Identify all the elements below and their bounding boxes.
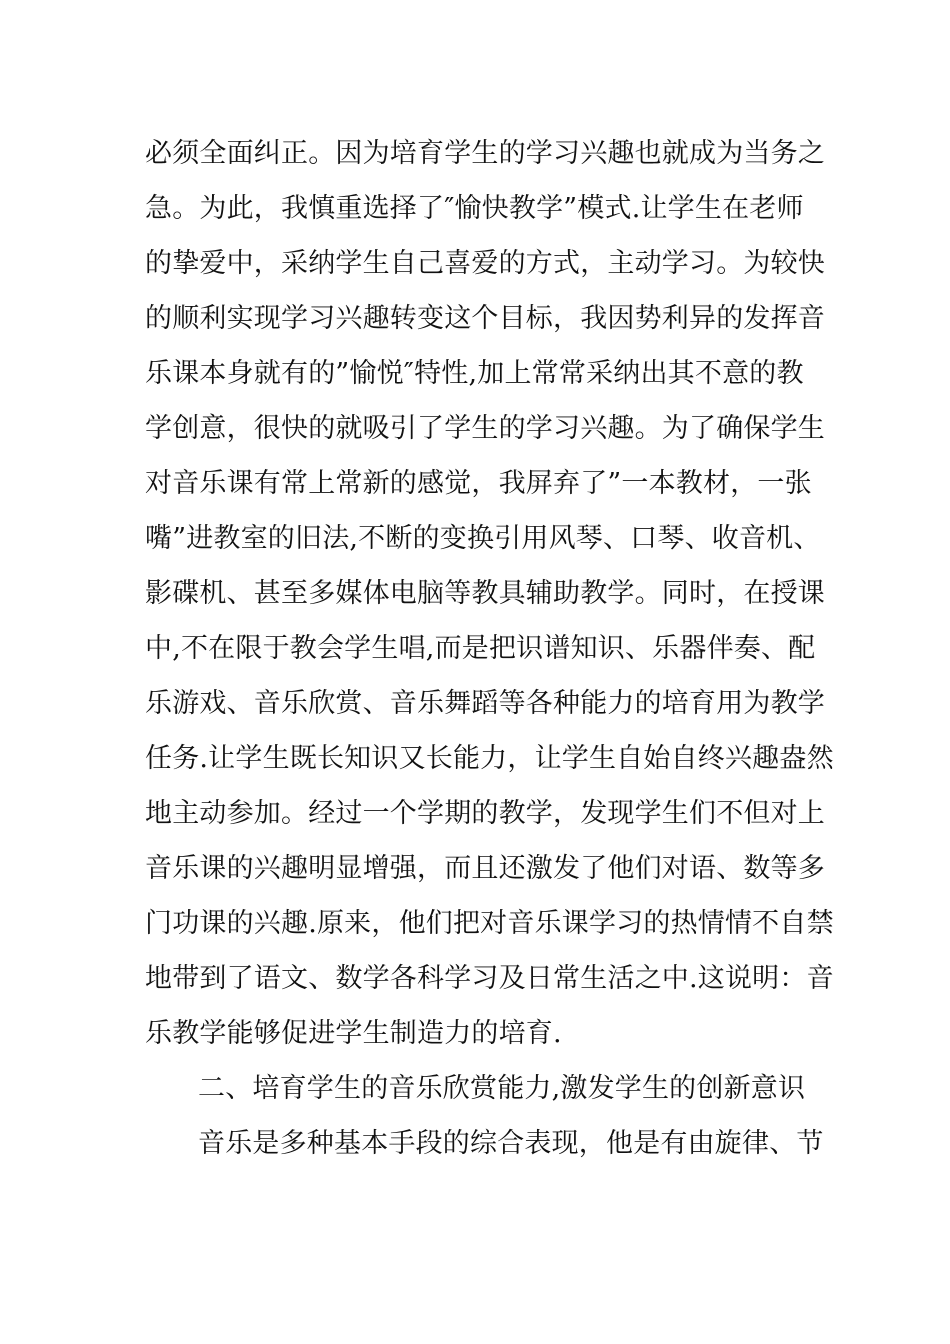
- body-text-line: 中,不在限于教会学生唱,而是把识谱知识、乐器伴奏、配: [145, 633, 816, 664]
- body-text-line: 地带到了语文、数学各科学习及日常生活之中.这说明：音: [145, 963, 834, 994]
- body-text-line: 乐教学能够促进学生制造力的培育.: [145, 1018, 562, 1049]
- body-text-line: 嘴”进教室的旧法,不断的变换引用风琴、口琴、收音机、: [145, 523, 821, 554]
- body-text-line: 任务.让学生既长知识又长能力，让学生自始自终兴趣盎然: [145, 743, 834, 774]
- body-text-line: 音乐是多种基本手段的综合表现，他是有由旋律、节: [198, 1128, 824, 1159]
- body-text-line: 音乐课的兴趣明显增强，而且还激发了他们对语、数等多: [145, 853, 825, 884]
- body-text-line: 的挚爱中，采纳学生自己喜爱的方式，主动学习。为较快: [145, 248, 825, 279]
- body-text-line: 学创意，很快的就吸引了学生的学习兴趣。为了确保学生: [145, 413, 825, 444]
- section-heading: 二、培育学生的音乐欣赏能力,激发学生的创新意识: [198, 1073, 806, 1104]
- body-text-line: 乐游戏、音乐欣赏、音乐舞蹈等各种能力的培育用为教学: [145, 688, 825, 719]
- body-text-line: 必须全面纠正。因为培育学生的学习兴趣也就成为当务之: [145, 138, 825, 169]
- body-text-line: 影碟机、甚至多媒体电脑等教具辅助教学。同时，在授课: [145, 578, 825, 609]
- body-text-line: 对音乐课有常上常新的感觉，我屏弃了”一本教材，一张: [145, 468, 812, 499]
- body-text-line: 乐课本身就有的”愉悦″特性,加上常常采纳出其不意的教: [145, 358, 804, 389]
- body-text-line: 的顺利实现学习兴趣转变这个目标，我因势利异的发挥音: [145, 303, 825, 334]
- body-text-line: 门功课的兴趣.原来，他们把对音乐课学习的热情情不自禁: [145, 908, 834, 939]
- body-text-line: 急。为此，我慎重选择了″愉快教学”模式.让学生在老师: [145, 193, 804, 224]
- body-text-line: 地主动参加。经过一个学期的教学，发现学生们不但对上: [145, 798, 825, 829]
